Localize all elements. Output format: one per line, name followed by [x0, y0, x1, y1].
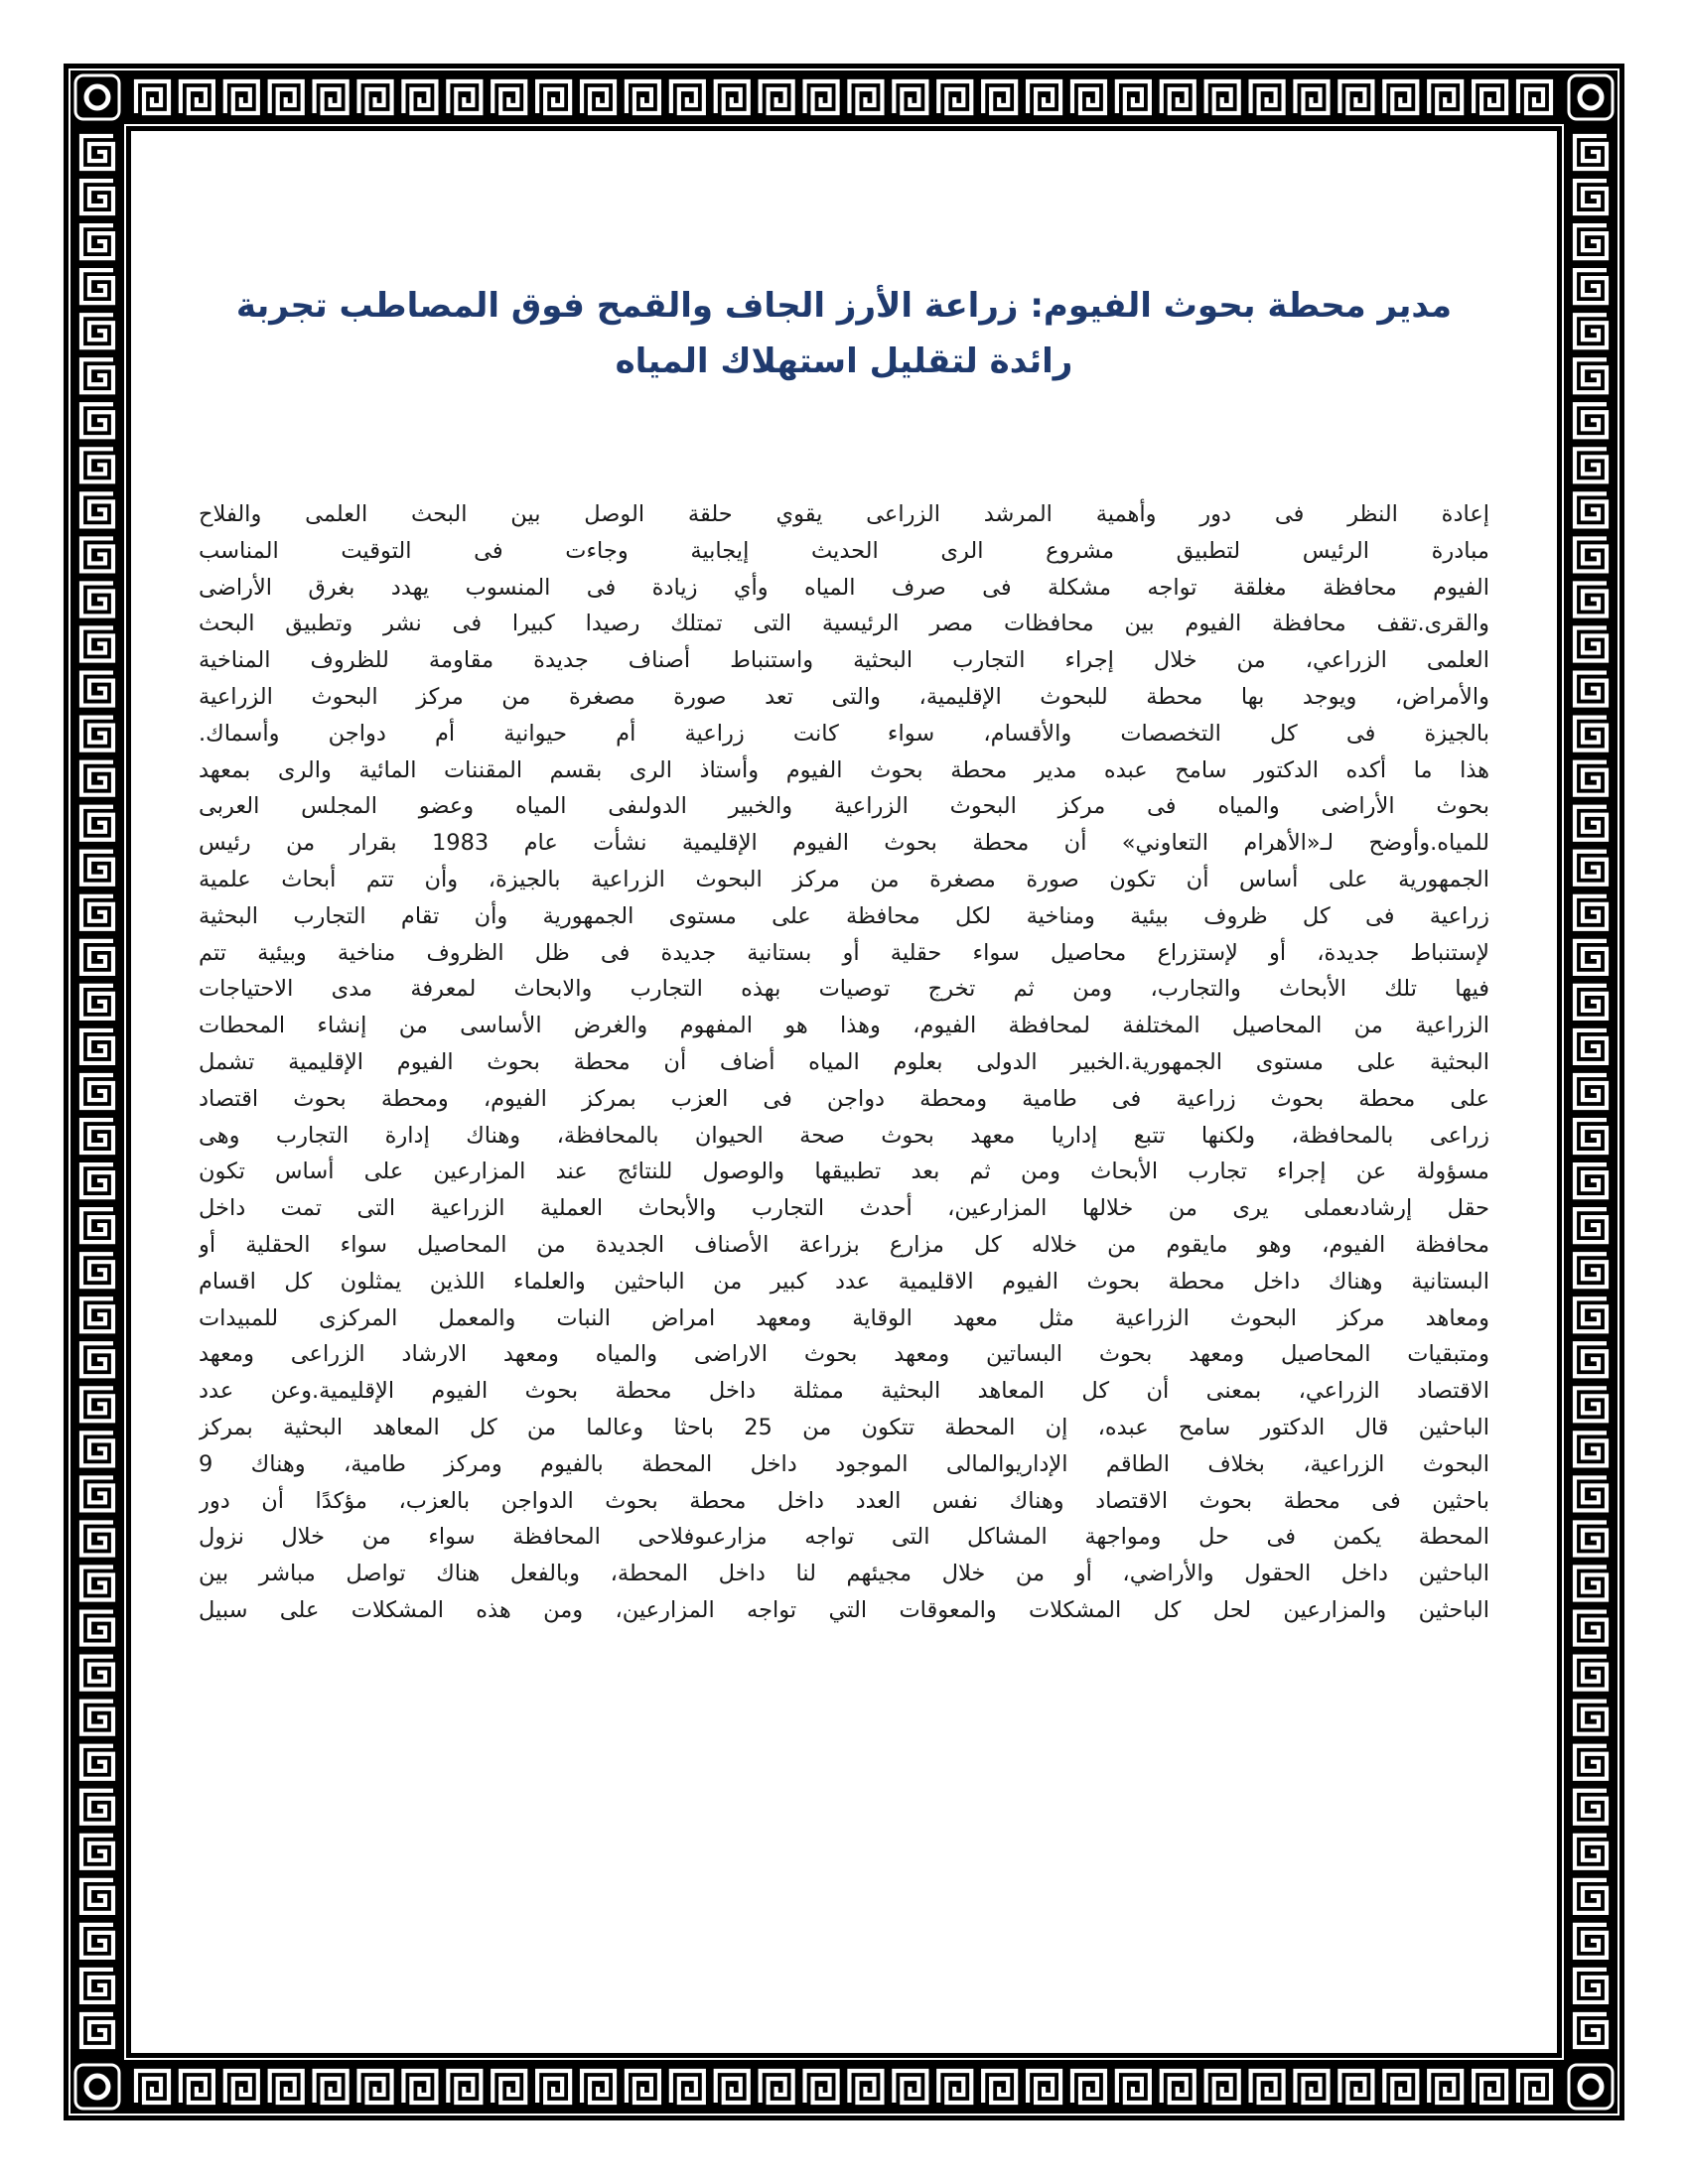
body-line: البحثية على مستوى الجمهورية.الخبير الدولى بعلوم المياه أضاف أن محطة بحوث الفيوم الإقليمية تشمل: [199, 1048, 1489, 1075]
article-title: [218, 278, 1470, 389]
body-line: ومعاهد مركز البحوث الزراعية مثل معهد الوقاية ومعهد امراض النبات والمعمل المركزى للمبيدات: [199, 1304, 1489, 1331]
body-line: الفيوم محافظة مغلقة تواجه مشكلة فى صرف المياه وأي زيادة فى المنسوب يهدد بغرق الأراضى: [199, 574, 1489, 601]
body-line: مسؤولة عن إجراء تجارب الأبحاث ومن ثم بعد تطبيقها والوصول للنتائج عند المزارعين على أساس تكون: [199, 1159, 1489, 1185]
body-line: الباحثين داخل الحقول والأراضي، أو من خلال مجيئهم لنا داخل المحطة، وبالفعل هناك تواصل مباشر بين: [199, 1561, 1489, 1587]
body-line: الباحثين قال الدكتور سامح عبده، إن المحطة تتكون من 25 باحثا وعالما من كل المعاهد البحثية بمركز: [199, 1414, 1489, 1440]
body-line: على محطة بحوث زراعية فى طامية ومحطة دواجن فى العزب بمركز الفيوم، ومحطة بحوث اقتصاد: [199, 1085, 1489, 1112]
body-line: فيها تلك الأبحاث والتجارب، ومن ثم تخرج توصيات بهذه التجارب والابحاث لمعرفة مدى الاحتياجات: [199, 976, 1489, 1003]
body-line: للمياه.وأوضح لـ«الأهرام التعاوني» أن محطة بحوث الفيوم الإقليمية نشأت عام 1983 بقرار من رئيس: [199, 830, 1489, 857]
title-line: رائدة لتقليل استهلاك المياه: [615, 341, 1073, 381]
body-line: الزراعية من المحاصيل المختلفة لمحافظة الفيوم، وهذا هو المفهوم والغرض الأساسى من إنشاء المحطات: [199, 1013, 1489, 1039]
body-line: هذا ما أكده الدكتور سامح عبده مدير محطة بحوث الفيوم وأستاذ الرى بقسم المقننات المائية والرى بمعهد: [199, 756, 1489, 783]
body-line: الاقتصاد الزراعي، بمعنى أن كل المعاهد البحثية ممثلة داخل محطة بحوث الفيوم الإقليمية.وعن عدد: [199, 1378, 1489, 1405]
body-line: محافظة الفيوم، وهو مايقوم من خلاله كل مزارع بزراعة الأصناف الجديدة من المحاصيل سواء الحقلية أو: [199, 1231, 1489, 1258]
body-line: بالجيزة فى كل التخصصات والأقسام، سواء كانت زراعية أم حيوانية أم دواجن وأسماك.: [199, 720, 1489, 747]
body-line: البحوث الزراعية، بخلاف الطاقم الإداريوالمالى الموجود داخل المحطة بالفيوم ومركز طامية، وهناك 9: [199, 1450, 1489, 1477]
article-body: [199, 496, 1489, 1629]
body-line: والأمراض، ويوجد بها محطة للبحوث الإقليمية، والتى تعد صورة مصغرة من مركز البحوث الزراعية: [199, 683, 1489, 710]
body-line: زراعية فى كل ظروف بيئية ومناخية لكل محافظة على مستوى الجمهورية وأن تقام التجارب البحثية: [199, 902, 1489, 929]
title-line: مدير محطة بحوث الفيوم: زراعة الأرز الجاف والقمح فوق المصاطب تجربة: [235, 286, 1453, 326]
body-line: إعادة النظر فى دور وأهمية المرشد الزراعى يقوي حلقة الوصل بين البحث العلمى والفلاح: [199, 501, 1489, 527]
body-line: مبادرة الرئيس لتطبيق مشروع الرى الحديث إيجابية وجاءت فى التوقيت المناسب: [199, 537, 1489, 564]
body-line: حقل إرشادىعملى يرى من خلالها المزارعين، أحدث التجارب والأبحاث العملية الزراعية التى تمت داخل: [199, 1195, 1489, 1222]
body-line: المحطة يكمن فى حل ومواجهة المشاكل التى تواجه مزارعىوفلاحى المحافظة سواء من خلال نزول: [199, 1524, 1489, 1551]
body-line: الجمهورية على أساس أن تكون صورة مصغرة من مركز البحوث الزراعية بالجيزة، وأن تتم أبحاث علمية: [199, 866, 1489, 892]
body-line: الباحثين والمزارعين لحل كل المشكلات والمعوقات التي تواجه المزارعين، ومن هذه المشكلات على سبيل: [199, 1596, 1489, 1623]
body-line: باحثين فى محطة بحوث الاقتصاد وهناك نفس العدد داخل محطة بحوث الدواجن بالعزب، مؤكدًا أن دور: [199, 1487, 1489, 1514]
body-line: والقرى.تقف محافظة الفيوم بين محافظات مصر الرئيسية التى تمتلك رصيدا كبيرا فى نشر وتطبيق البحث: [199, 611, 1489, 637]
body-line: ومتبقيات المحاصيل ومعهد بحوث البساتين ومعهد بحوث الاراضى والمياه ومعهد الارشاد الزراعى ومعهد: [199, 1341, 1489, 1368]
body-line: البستانية وهناك داخل محطة بحوث الفيوم الاقليمية عدد كبير من الباحثين والعلماء اللذين يمثلون كل اقسام: [199, 1268, 1489, 1295]
body-line: العلمى الزراعي، من خلال إجراء التجارب البحثية واستنباط أصناف جديدة مقاومة للظروف المناخية: [199, 647, 1489, 674]
body-line: زراعى بالمحافظة، ولكنها تتبع إداريا معهد بحوث صحة الحيوان بالمحافظة، وهناك إدارة التجارب وهى: [199, 1122, 1489, 1149]
body-line: لإستنباط جديدة، أو لإستزراع محاصيل سواء حقلية أو بستانية جديدة فى ظل الظروف مناخية وبيئية تتم: [199, 939, 1489, 966]
body-line: بحوث الأراضى والمياه فى مركز البحوث الزراعية والخبير الدولىفى المياه وعضو المجلس العربى: [199, 793, 1489, 820]
